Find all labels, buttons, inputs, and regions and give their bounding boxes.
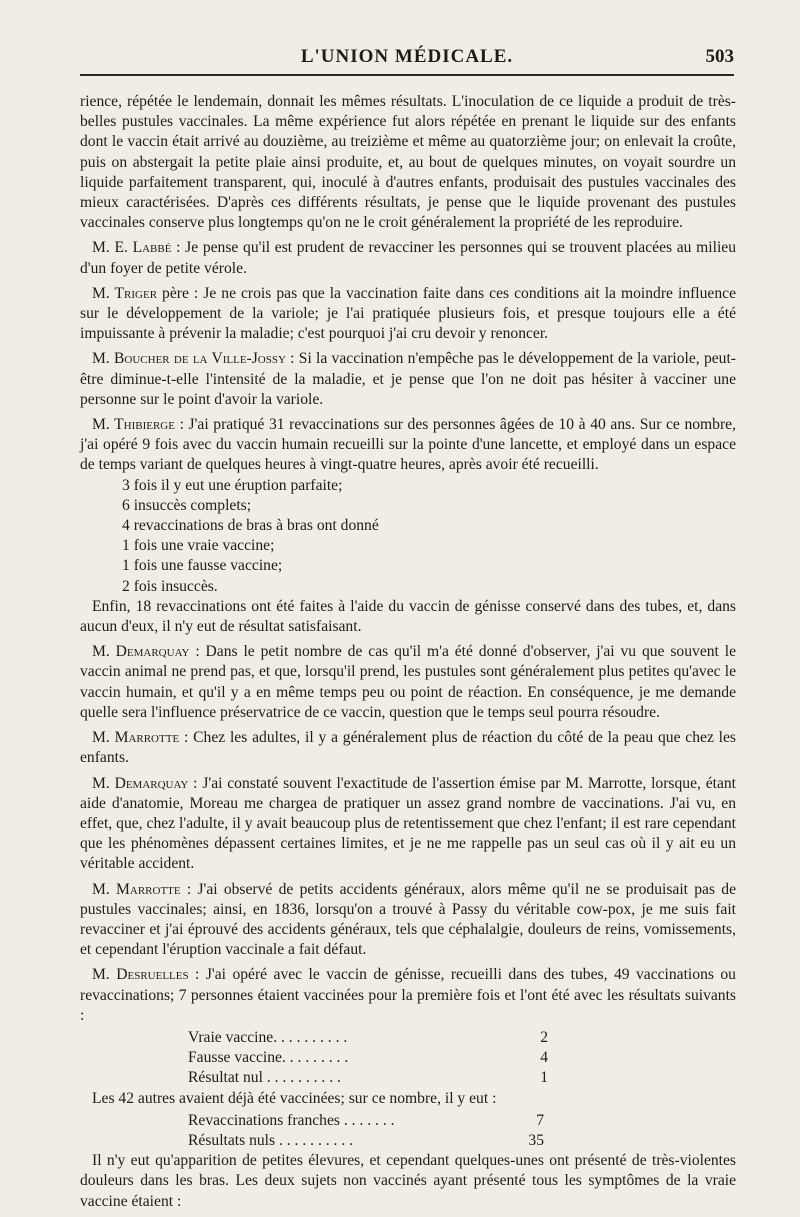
page-header [80,44,734,76]
speaker-name: M. Marrotte : [92,729,189,747]
page-number: 503 [705,46,734,67]
paragraph-text: J'ai opéré avec le vaccin de génisse, recueilli dans des tubes, 49 vaccinations ou revaccinations; 7 personnes étaient vaccinées pour la première fois et l'ont été avec les résultats suivants : [80,966,736,1024]
list-item: 1 fois une fausse vaccine; [122,557,283,575]
result-label: Résultats nuls . . . . . . . . . . [188,1131,354,1149]
paragraph-demarquay-2 [80,774,736,875]
table-row [188,1028,548,1048]
list-item: 4 revaccinations de bras à bras ont donné [122,517,379,535]
article-body [80,92,736,1217]
paragraph-triger [80,284,736,345]
table-row [188,1131,544,1151]
paragraph-text: Si la vaccination n'empêche pas le développement de la variole, peut-être diminue-t-elle l'intensité de la maladie, et je pense que l'on ne doit pas hésiter à vacciner une personne sur le point d'avoir la variole. [80,350,737,408]
speaker-name: M. Demarquay : [92,643,200,661]
paragraph-text: père : Je ne crois pas que la vaccination faite dans ces conditions ait la moindre influence sur le développement de la variole; je l'ai pratiquée plusieurs fois, et presque toujours elle a été impuissante à prévenir la maladie; c'est pourquoi j'ai cru devoir y renoncer. [80,284,736,343]
paragraph-les-42: Les 42 autres avaient déjà été vaccinées; sur ce nombre, il y eut : [92,1089,497,1107]
revaccination-list [122,476,736,597]
list-item: 1 fois une vraie vaccine; [122,537,275,555]
speaker-name: M. Demarquay : [92,774,198,792]
paragraph-text: Je pense qu'il est prudent de revacciner les personnes qui se trouvent placées au milieu d'un foyer de petite vérole. [80,239,736,277]
paragraph-final: Il n'y eut qu'apparition de petites élevures, et cependant quelques-unes ont présenté de très-violentes douleurs dans les bras. Les deux sujets non vaccinés ayant présenté tous les symptômes de la vraie vaccine étaient : [80,1152,736,1210]
table-row [188,1048,548,1068]
paragraph-thibierge [80,415,736,476]
paragraph-demarquay-1 [80,642,736,723]
paragraph-1: rience, répétée le lendemain, donnait les mêmes résultats. L'inoculation de ce liquide a produit de très-belles pustules vaccinales. La même expérience fut alors répétée en prenant le liquide sur des enfants dont le vaccin était arrivé au douzième, au treizième et même au quatorzième jour; on enlevait la croûte, puis on abstergait la petite plaie ainsi produite, et, au bout de quelques minutes, on voyait sourdre un liquide parfaitement transparent, qui, inoculé à d'autres enfants, produisait des pustules vaccinales des mieux caractérisées. D'après ces différents résultats, je pense que le liquide provenant des pustules vaccinales conserve plus longtemps qu'on ne le croit généralement la propriété de les reproduire. [80,93,736,232]
paragraph-desruelles [80,965,736,1026]
paragraph-labbe [80,238,736,278]
result-value: 1 [540,1069,548,1087]
result-label: Vraie vaccine. . . . . . . . . . [188,1028,348,1046]
paragraph-text: Dans le petit nombre de cas qu'il m'a été donné d'observer, j'ai vu que souvent le vaccin animal ne prend pas, et que, lorsqu'il prend, les pustules sont généralement plus petites qu'avec le vaccin humain, et qu'il y a en même temps peu ou point de réaction. En conséquence, je me demande quelle sera l'influence préservatrice de ce vaccin, question que le temps seul pourra résoudre. [80,643,736,721]
speaker-name: M. Marrotte : [92,880,192,898]
paragraph-boucher [80,349,736,410]
paragraph-marrotte-2 [80,880,736,961]
speaker-name: M. Desruelles : [92,966,200,984]
result-value: 4 [540,1049,548,1067]
paragraph-marrotte-1 [80,728,736,768]
table-row [188,1068,548,1088]
results-table-first [188,1028,736,1089]
result-value: 7 [536,1111,544,1129]
table-row [188,1111,544,1131]
result-value: 35 [528,1131,544,1149]
paragraph-text: J'ai observé de petits accidents généraux, alors même qu'il ne se produisait pas de pustules vaccinales; ainsi, en 1836, lorsqu'on a trouvé à Passy du véritable cow-pox, je me suis fait revacciner et j'ai éprouvé des accidents généraux, tels que céphalalgie, douleurs de reins, vomissements, et cependant l'éruption vaccinale a fait défaut. [80,880,737,959]
result-label: Revaccinations franches . . . . . . . [188,1111,395,1129]
result-label: Fausse vaccine. . . . . . . . . [188,1049,349,1067]
paragraph-text: Chez les adultes, il y a généralement plus de réaction du côté de la peau que chez les enfants. [80,729,736,767]
list-item: 3 fois il y eut une éruption parfaite; [122,476,343,494]
list-item: 6 insuccès complets; [122,496,252,514]
result-value: 2 [540,1028,548,1046]
speaker-name: M. Triger [92,284,158,302]
speaker-name: M. E. Labbé : [92,239,181,257]
paragraph-text: J'ai pratiqué 31 revaccinations sur des personnes âgées de 10 à 40 ans. Sur ce nombre, j'ai opéré 9 fois avec du vaccin humain recueilli sur la pointe d'une lancette, et employé dans un espace de temps variant de quelques heures à vingt-quatre heures, après avoir été recueilli. [80,416,736,474]
result-label: Résultat nul . . . . . . . . . . [188,1069,341,1087]
speaker-name: M. Boucher de la Ville-Jossy : [92,350,295,368]
results-table-second [188,1111,736,1151]
paragraph-text: J'ai constaté souvent l'exactitude de l'assertion émise par M. Marrotte, lorsque, étant aide d'anatomie, Moreau me chargea de pratiquer un assez grand nombre de vaccinations. J'ai vu, en effet, que, chez l'adulte, il y avait beaucoup plus de retentissement que chez l'enfant; il est rare cependant que les phénomènes dépassent certaines limites, et je ne me rappelle pas un seul cas où il y ait eu un véritable accident. [80,774,736,873]
speaker-name: M. Thibierge : [92,416,184,434]
journal-title: L'UNION MÉDICALE. [300,46,514,67]
paragraph-enfin: Enfin, 18 revaccinations ont été faites à l'aide du vaccin de génisse conservé dans des tubes, et, dans aucun d'eux, il n'y eut de résultat satisfaisant. [80,597,736,636]
list-item: 2 fois insuccès. [122,577,218,595]
